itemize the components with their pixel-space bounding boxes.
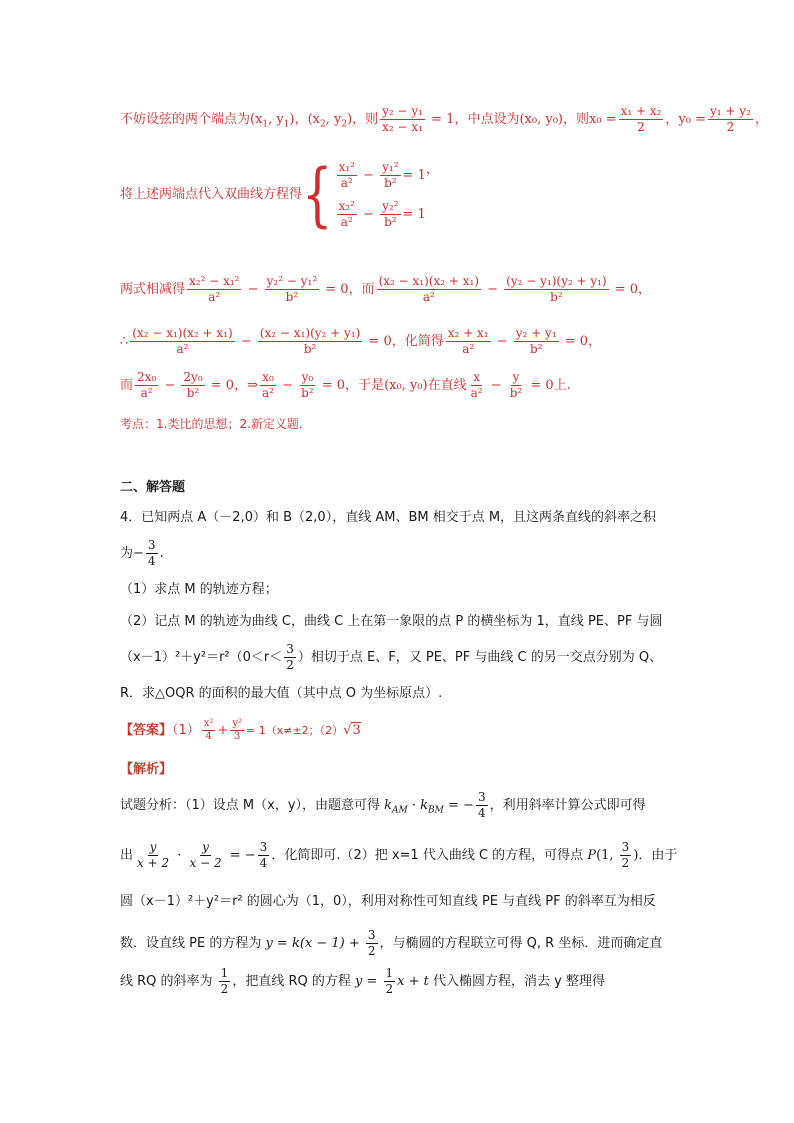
solution-line-2	[120, 154, 439, 236]
fraction: $\frac{3}{2}$	[367, 928, 376, 958]
fraction: $\frac{1}{2}$	[385, 966, 394, 996]
solution-line-4: ∴ $\frac{\text{(x₂ − x₁)(x₂ + x₁)}}{\text{a²}}$ − $\frac{\text{(x₂ − x₁)(y₂ + y₁)}}{\text{b²}}$ = 0，化简得 $\frac{\text{x₂ + x₁}}{\text{a²}}$ − $\frac{\text{y₂ + y₁}}{\text{b²}}$ = 0，	[120, 326, 602, 356]
fraction: $\frac{y}{x - 2}$	[189, 840, 222, 870]
text: 于是	[358, 378, 385, 393]
fraction: $\frac{\text{y₂ + y₁}}{\text{b²}}$	[515, 326, 557, 356]
x0-label: x₀ =	[589, 112, 617, 127]
y0-fraction: $\frac{\text{y₁ + y₂}}{2}$	[710, 104, 751, 134]
text: 而	[361, 282, 375, 297]
separator: ，	[665, 112, 679, 127]
analysis-label: 【解析】	[120, 762, 173, 777]
fraction: $\frac{3}{2}$	[621, 840, 630, 870]
midpoint: (x₀, y₀)	[384, 378, 428, 393]
analysis-line-5: 线 RQ 的斜率为 $\frac{1}{2}$ ，把直线 RQ 的方程 y = $\frac{1}{2}$ x + t 代入椭圆方程，消去 y 整理得	[120, 966, 605, 996]
fraction: $\frac{y}{\text{b²}}$	[509, 370, 523, 400]
fraction: $\frac{\text{(y₂ − y₁)(y₂ + y₁)}}{\text{b²}}$	[506, 274, 607, 304]
system-eq-2: $\frac{\text{x₂²}}{\text{a²}}$ − $\frac{\text{y₂²}}{\text{b²}}$ = 1	[338, 199, 426, 229]
analysis-line-4: 数．设直线 PE 的方程为 y = k(x − 1) + $\frac{3}{2}$ ，与椭圆的方程联立可得 Q, R 坐标．进而确定直	[120, 928, 663, 958]
fraction: $\frac{3}{4}$	[259, 840, 268, 870]
solution-line-1	[120, 104, 768, 135]
text: ，则	[562, 112, 589, 127]
fraction: $\frac{y}{x + 2}$	[137, 840, 170, 870]
fraction: $\frac{\text{y²}}{3}$	[232, 718, 243, 742]
separator: ，	[754, 112, 768, 127]
point-1: ($x_1$, $y_1$)，	[250, 112, 308, 130]
text: 将上述两端点代入双曲线方程得	[120, 187, 303, 202]
fraction: $\frac{3}{4}$	[477, 790, 486, 820]
kaodian-line: 考点：1.类比的思想；2.新定义题.	[120, 417, 303, 431]
midpoint: (x₀, y₀)	[519, 112, 563, 127]
text: 不妨设弦的两个端点为	[120, 112, 251, 127]
subquestion-2-line-2: （x－1）²＋y²＝r²（0＜r＜ $\frac{3}{2}$ ）相切于点 E、F，又 PE、PF 与曲线 C 的另一交点分别为 Q、	[120, 642, 663, 672]
fraction: $\frac{3}{4}$	[147, 538, 156, 568]
equation-system	[335, 160, 426, 230]
answer-label: 【答案】	[120, 723, 173, 738]
fraction: $\frac{\text{x²}}{4}$	[203, 718, 214, 742]
sqrt: √3	[343, 723, 361, 738]
solution-line-3: 两式相减得 $\frac{\text{x₂² − x₁²}}{\text{a²}}$ − $\frac{\text{y₂² − y₁²}}{\text{b²}}$ = 0，而 $\frac{\text{(x₂ − x₁)(x₂ + x₁)}}{\text{a²}}$ − $\frac{\text{(y₂ − y₁)(y₂ + y₁)}}{\text{b²}}$ = 0，	[120, 274, 652, 304]
fraction: $\frac{1}{2}$	[220, 966, 229, 996]
therefore: ∴	[120, 334, 129, 349]
analysis-line-1: 试题分析：（1）设点 M（x，y），由题意可得 $k_{AM} \cdot k_{BM}$ = − $\frac{3}{4}$ ，利用斜率计算公式即可得	[120, 790, 646, 820]
fraction: $\frac{\text{(x₂ − x₁)(x₂ + x₁)}}{\text{a²}}$	[132, 326, 233, 356]
analysis-line-2: 出 $\frac{y}{x + 2}$ · $\frac{y}{x - 2}$ = − $\frac{3}{4}$ ．化简即可.（2）把 x=1 代入曲线 C 的方程，可得点 P(1, $\frac{3}{2}$ )．由于	[120, 840, 678, 870]
text: 化简得	[404, 334, 444, 349]
fraction: $\frac{\text{y₂² − y₁²}}{\text{b²}}$	[266, 274, 318, 304]
section-heading: 二、解答题	[120, 480, 186, 495]
fraction: $\frac{\text{y₀}}{\text{b²}}$	[301, 370, 314, 400]
separator: ，	[425, 162, 439, 177]
system-eq-1: $\frac{\text{x₁²}}{\text{a²}}$ − $\frac{\text{y₁²}}{\text{b²}}$ = 1	[338, 160, 426, 190]
fraction: $\frac{3}{2}$	[286, 642, 294, 672]
fraction: $\frac{\text{(x₂ − x₁)(y₂ + y₁)}}{\text{b²}}$	[259, 326, 361, 356]
fraction: $\frac{\text{x₀}}{\text{a²}}$	[261, 370, 274, 400]
left-brace: {	[302, 154, 333, 236]
text: 两式相减得	[120, 282, 186, 297]
analysis-line-3: 圆（x－1）²＋y²＝r² 的圆心为（1，0），利用对称性可知直线 PE 与直线 PF 的斜率互为相反	[120, 894, 656, 909]
fraction: $\frac{x}{\text{a²}}$	[470, 370, 483, 400]
implies-arrow: ⇒	[247, 378, 258, 393]
point-2: ($x_2$, $y_2$)，则	[307, 112, 379, 130]
y0-label: y₀ =	[678, 112, 707, 127]
question-line-2: 为− $\frac{3}{4}$ .	[120, 538, 164, 568]
fraction: $\frac{\text{x₂² − x₁²}}{\text{a²}}$	[189, 274, 240, 304]
equation: = 1，	[427, 112, 468, 127]
text: 上.	[553, 378, 571, 393]
fraction: $\frac{\text{(x₂ − x₁)(x₂ + x₁)}}{\text{a²}}$	[378, 274, 479, 304]
fraction: $\frac{\text{x₂ + x₁}}{\text{a²}}$	[447, 326, 489, 356]
x0-fraction: $\frac{\text{x₁ + x₂}}{2}$	[620, 104, 662, 134]
text: 在直线	[427, 378, 467, 393]
slope-fraction: $\frac{\text{y₂ − y₁}}{\text{x₂ − x₁}}$	[382, 104, 424, 134]
text: 中点设为	[467, 112, 520, 127]
question-line-1: 4．已知两点 A（－2,0）和 B（2,0），直线 AM、BM 相交于点 M，且这两条直线的斜率之积	[120, 510, 657, 525]
answer-line: 【答案】（1） $\frac{\text{x²}}{4}$ + $\frac{\text{y²}}{3}$ = 1（x≠±2；（2）√3	[120, 718, 361, 742]
subquestion-2-line-1: （2）记点 M 的轨迹为曲线 C，曲线 C 上在第一象限的点 P 的横坐标为 1，直线 PE、PF 与圆	[120, 614, 663, 629]
solution-line-5: 而 $\frac{\text{2x₀}}{\text{a²}}$ − $\frac{\text{2y₀}}{\text{b²}}$ = 0，⇒ $\frac{\text{x₀}}{\text{a²}}$ − $\frac{\text{y₀}}{\text{b²}}$ = 0，于是(x₀, y₀)在直线 $\frac{x}{\text{a²}}$ − $\frac{y}{\text{b²}}$ = 0上.	[120, 370, 571, 400]
text: 而	[120, 378, 134, 393]
fraction: $\frac{\text{2y₀}}{\text{b²}}$	[183, 370, 203, 400]
fraction: $\frac{\text{2x₀}}{\text{a²}}$	[137, 370, 157, 400]
subquestion-1: （1）求点 M 的轨迹方程；	[120, 582, 278, 597]
subquestion-2-line-3: R．求△OQR 的面积的最大值（其中点 O 为坐标原点）.	[120, 686, 443, 701]
